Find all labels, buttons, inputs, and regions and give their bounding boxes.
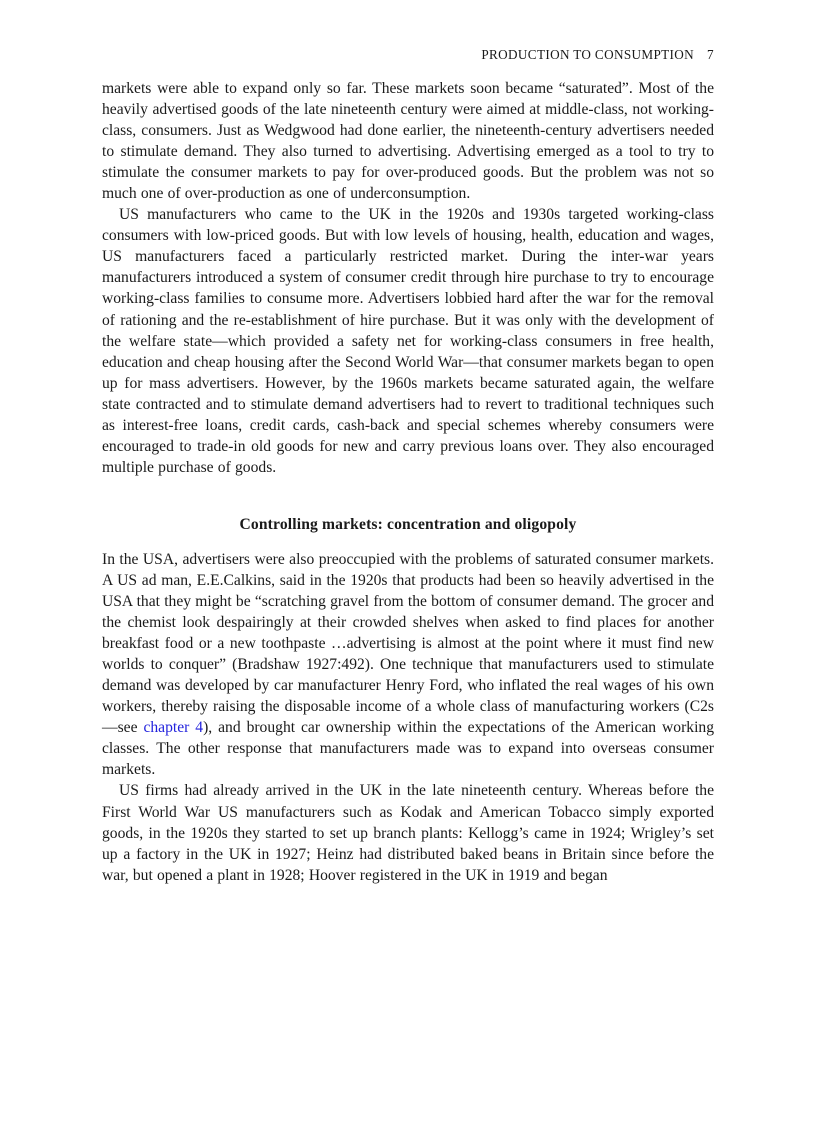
page-body — [102, 78, 714, 886]
running-header — [102, 47, 714, 63]
paragraph-3-text-after-link: ), and brought car ownership within the expectations of the American working classes. The other response that manufacturers made was to expand into overseas consumer markets. — [102, 719, 715, 779]
paragraph-3 — [102, 549, 714, 781]
paragraph-1: markets were able to expand only so far. These markets soon became “saturated”. Most of the heavily advertised goods of the late nineteenth century were aimed at middle-class, not working-class, consumers. Just as Wedgwood had done earlier, the nineteenth-century advertisers needed to stimulate demand. They also turned to advertising. Advertising emerged as a tool to try to stimulate the consumer markets to pay for over-produced goods. But the problem was not so much one of over-production as one of underconsumption. — [102, 80, 714, 203]
paragraph-4: US firms had already arrived in the UK in the late nineteenth century. Whereas before the First World War US manufacturers such as Kodak and American Tobacco simply exported goods, in the 1920s they started to set up branch plants: Kellogg’s came in 1924; Wrigley’s set up a factory in the UK in 1927; Heinz had distributed baked beans in Britain since before the war, but opened a plant in 1928; Hoover registered in the UK in 1919 and began — [102, 782, 714, 884]
page-number: 7 — [707, 47, 714, 62]
chapter-4-link[interactable]: chapter 4 — [143, 719, 204, 737]
paragraph-3-text-before-link: In the USA, advertisers were also preoccupied with the problems of saturated consumer markets. A US ad man, E.E.Calkins, said in the 1920s that products had been so heavily advertised in the USA that they might be “scratching gravel from the bottom of consumer demand. The grocer and the chemist look despairingly at their crowded shelves when asked to find places for another breakfast food or a new toothpaste …advertising is almost at the point where it must find new worlds to conquer” (Bradshaw 1927:492). One technique that manufacturers used to stimulate demand was developed by car manufacturer Henry Ford, who inflated the real wages of his own workers, thereby raising the disposable income of a whole class of manufacturing workers (C2s—see — [102, 550, 714, 737]
heading-spacer-above — [102, 478, 714, 514]
paragraph-2: US manufacturers who came to the UK in the 1920s and 1930s targeted working-class consumers with low-priced goods. But with low levels of housing, health, education and wages, US manufacturers faced a particularly restricted market. During the inter-war years manufacturers introduced a system of consumer credit through hire purchase to try to encourage working-class families to consume more. Advertisers lobbied hard after the war for the removal of rationing and the re-establishment of hire purchase. But it was only with the development of the welfare state—which provided a safety net for working-class consumers in free health, education and cheap housing after the Second World War—that consumer markets began to open up for mass advertisers. However, by the 1960s markets became saturated again, the welfare state contracted and to stimulate demand advertisers had to revert to traditional techniques such as interest-free loans, credit cards, cash-back and special schemes whereby consumers were encouraged to trade-in old goods for new and carry previous loans over. They also encouraged multiple purchase of goods. — [102, 206, 714, 476]
section-heading: Controlling markets: concentration and oligopoly — [239, 515, 577, 533]
heading-spacer-below — [102, 535, 714, 549]
running-header-title: PRODUCTION TO CONSUMPTION — [481, 47, 695, 62]
